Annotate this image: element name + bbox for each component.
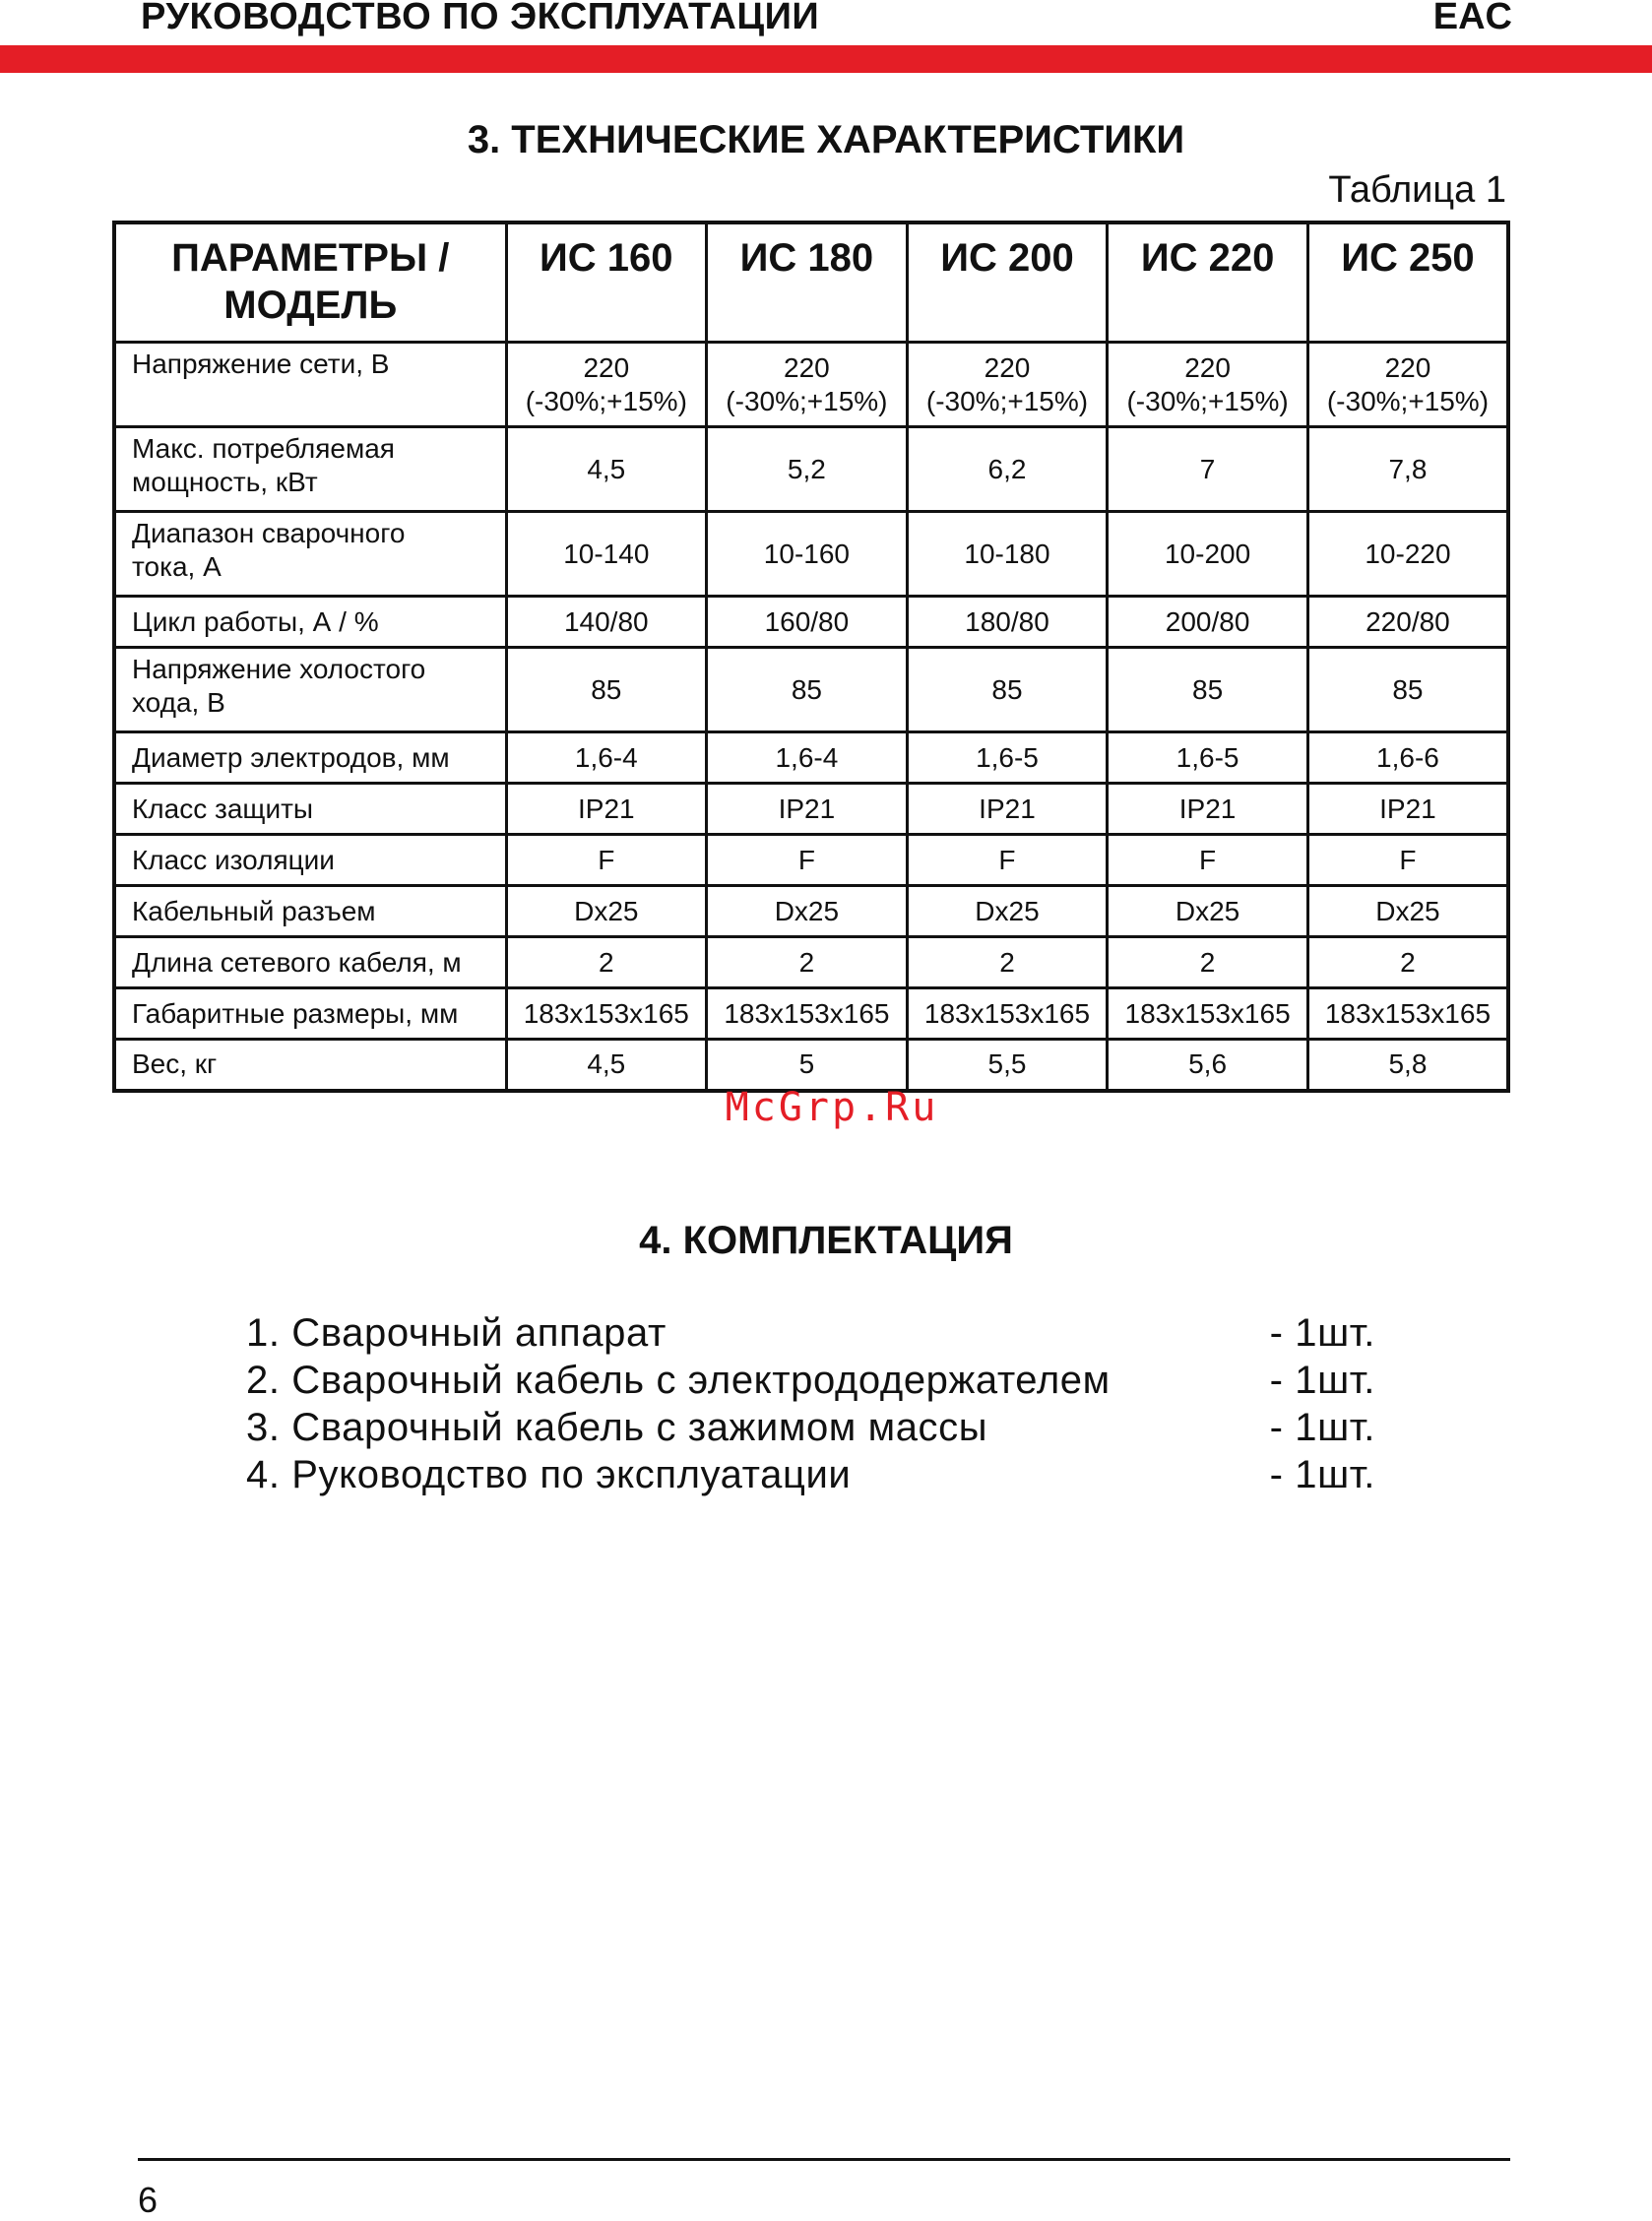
value-cell: IP21 [1307, 784, 1508, 835]
kit-item-qty: - 1шт. [1269, 1311, 1375, 1355]
table-row [114, 1040, 1508, 1091]
value-cell: 85 [1307, 648, 1508, 732]
value-cell: 2 [907, 937, 1108, 988]
section-4-title: 4. КОМПЛЕКТАЦИЯ [639, 1219, 1013, 1262]
table-row [114, 784, 1508, 835]
kit-item-name: 1. Сварочный аппарат [246, 1311, 667, 1355]
value-cell: 220 (-30%;+15%) [1108, 343, 1308, 427]
table-body [114, 343, 1508, 1091]
value-cell: 183x153x165 [1108, 988, 1308, 1040]
kit-item-name: 2. Сварочный кабель с электрододержателем [246, 1359, 1111, 1402]
header-cell-parameters: ПАРАМЕТРЫ / МОДЕЛЬ [114, 222, 506, 343]
param-cell: Диаметр электродов, мм [114, 732, 506, 784]
value-cell: 4,5 [506, 427, 707, 512]
value-cell: 220 (-30%;+15%) [907, 343, 1108, 427]
value-cell: 10-160 [707, 512, 908, 597]
list-item [246, 1309, 1375, 1357]
value-cell: 7 [1108, 427, 1308, 512]
value-cell: 2 [506, 937, 707, 988]
param-cell: Длина сетевого кабеля, м [114, 937, 506, 988]
header-cell-model: ИС 220 [1108, 222, 1308, 343]
value-cell: Dx25 [1307, 886, 1508, 937]
kit-item-qty: - 1шт. [1269, 1406, 1375, 1449]
value-cell: 1,6-4 [506, 732, 707, 784]
value-cell: 220 (-30%;+15%) [707, 343, 908, 427]
header-title: РУКОВОДСТВО ПО ЭКСПЛУАТАЦИИ [141, 0, 820, 37]
page-number: 6 [138, 2180, 159, 2220]
kit-list [246, 1309, 1375, 1498]
value-cell: 5,6 [1108, 1040, 1308, 1091]
section-3-title: 3. ТЕХНИЧЕСКИЕ ХАРАКТЕРИСТИКИ [467, 118, 1185, 161]
value-cell: IP21 [707, 784, 908, 835]
kit-item-name: 4. Руководство по эксплуатации [246, 1453, 852, 1496]
header-cell-model: ИС 160 [506, 222, 707, 343]
watermark: McGrp.Ru [725, 1085, 939, 1130]
value-cell: 85 [506, 648, 707, 732]
kit-item-name: 3. Сварочный кабель с зажимом массы [246, 1406, 988, 1449]
table-row [114, 427, 1508, 512]
kit-item-qty: - 1шт. [1269, 1359, 1375, 1402]
param-cell: Диапазон сварочного тока, А [114, 512, 506, 597]
table-row [114, 988, 1508, 1040]
value-cell: F [1108, 835, 1308, 886]
table-row [114, 732, 1508, 784]
value-cell: 5 [707, 1040, 908, 1091]
param-cell: Цикл работы, А / % [114, 597, 506, 648]
header-cell-model: ИС 200 [907, 222, 1108, 343]
value-cell: 10-140 [506, 512, 707, 597]
value-cell: 10-200 [1108, 512, 1308, 597]
value-cell: 2 [1307, 937, 1508, 988]
table-header-row [114, 222, 1508, 343]
value-cell: 1,6-6 [1307, 732, 1508, 784]
value-cell: 2 [1108, 937, 1308, 988]
value-cell: 183x153x165 [907, 988, 1108, 1040]
value-cell: 183x153x165 [707, 988, 908, 1040]
value-cell: 10-180 [907, 512, 1108, 597]
value-cell: 160/80 [707, 597, 908, 648]
list-item [246, 1451, 1375, 1498]
value-cell: 5,8 [1307, 1040, 1508, 1091]
value-cell: 220/80 [1307, 597, 1508, 648]
value-cell: 183x153x165 [1307, 988, 1508, 1040]
value-cell: 5,2 [707, 427, 908, 512]
param-cell: Макс. потребляемая мощность, кВт [114, 427, 506, 512]
value-cell: F [907, 835, 1108, 886]
value-cell: 1,6-5 [907, 732, 1108, 784]
kit-item-qty: - 1шт. [1269, 1453, 1375, 1496]
value-cell: 85 [907, 648, 1108, 732]
header-cell-model: ИС 180 [707, 222, 908, 343]
value-cell: F [1307, 835, 1508, 886]
value-cell: IP21 [907, 784, 1108, 835]
table-row [114, 835, 1508, 886]
value-cell: Dx25 [1108, 886, 1308, 937]
value-cell: 180/80 [907, 597, 1108, 648]
list-item [246, 1357, 1375, 1404]
value-cell: 85 [1108, 648, 1308, 732]
value-cell: 183x153x165 [506, 988, 707, 1040]
value-cell: 85 [707, 648, 908, 732]
value-cell: F [707, 835, 908, 886]
value-cell: Dx25 [707, 886, 908, 937]
spec-table [112, 221, 1510, 1093]
table-row [114, 648, 1508, 732]
list-item [246, 1404, 1375, 1451]
value-cell: 220 (-30%;+15%) [1307, 343, 1508, 427]
param-cell: Кабельный разъем [114, 886, 506, 937]
header-cell-model: ИС 250 [1307, 222, 1508, 343]
value-cell: 220 (-30%;+15%) [506, 343, 707, 427]
value-cell: 6,2 [907, 427, 1108, 512]
param-cell: Габаритные размеры, мм [114, 988, 506, 1040]
eac-mark: EAC [1432, 0, 1512, 37]
table-row [114, 886, 1508, 937]
table-row [114, 937, 1508, 988]
value-cell: 200/80 [1108, 597, 1308, 648]
value-cell: 5,5 [907, 1040, 1108, 1091]
param-cell: Класс изоляции [114, 835, 506, 886]
value-cell: 1,6-4 [707, 732, 908, 784]
value-cell: Dx25 [506, 886, 707, 937]
value-cell: IP21 [1108, 784, 1308, 835]
table-row [114, 512, 1508, 597]
param-cell: Вес, кг [114, 1040, 506, 1091]
table-caption: Таблица 1 [1328, 169, 1506, 211]
param-cell: Класс защиты [114, 784, 506, 835]
value-cell: F [506, 835, 707, 886]
value-cell: 7,8 [1307, 427, 1508, 512]
table-row [114, 343, 1508, 427]
param-cell: Напряжение холостого хода, В [114, 648, 506, 732]
value-cell: 1,6-5 [1108, 732, 1308, 784]
value-cell: 140/80 [506, 597, 707, 648]
value-cell: 2 [707, 937, 908, 988]
value-cell: Dx25 [907, 886, 1108, 937]
param-cell: Напряжение сети, В [114, 343, 506, 427]
table-row [114, 597, 1508, 648]
value-cell: IP21 [506, 784, 707, 835]
value-cell: 4,5 [506, 1040, 707, 1091]
value-cell: 10-220 [1307, 512, 1508, 597]
footer-divider [138, 2158, 1510, 2161]
header-red-bar [0, 45, 1652, 73]
